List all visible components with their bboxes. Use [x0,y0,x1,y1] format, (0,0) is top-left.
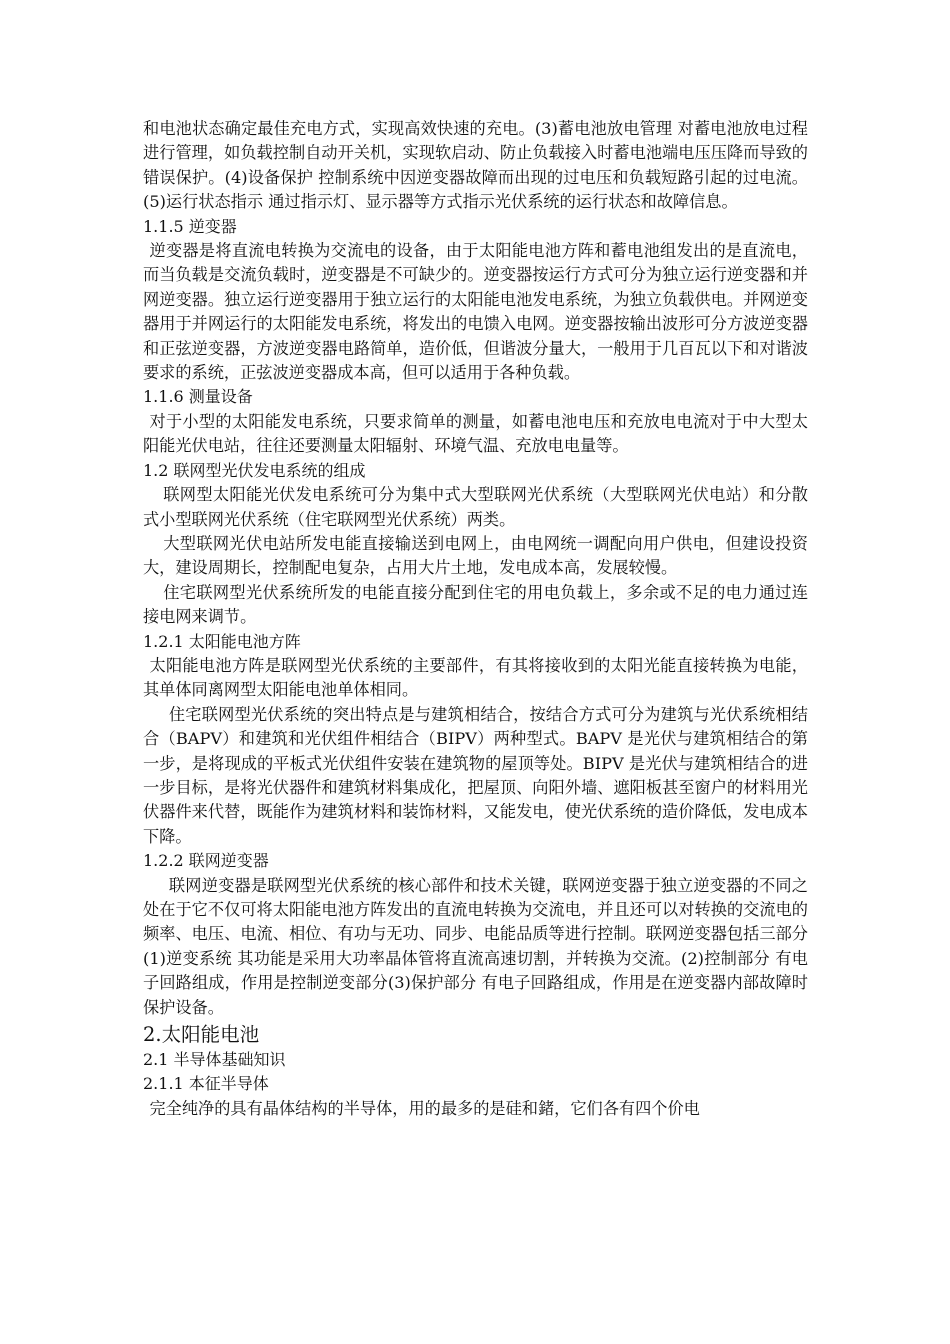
paragraph-intrinsic-semiconductor: 完全纯净的具有晶体结构的半导体，用的最多的是硅和鍺，它们各有四个价电 [149,1098,700,1118]
paragraph-charge-management: 和电池状态确定最佳充电方式，实现高效快速的充电。(3)蓄电池放电管理 对蓄电池放电过程进行管理，如负载控制自动开关机，实现软启动、防止负载接入时蓄电池端电压压降而导致的错误保护。(4)设备保护 控制系统中因逆变器故障而出现的过电压和负载短路引起的过电流。(5)运行状态指示 通过指示灯、显示器等方式指示光伏系统的运行状态和故障信息。 [143,119,808,212]
paragraph-solar-array: 太阳能电池方阵是联网型光伏系统的主要部件，有其将接收到的太阳光能直接转换为电能，其单体同离网型太阳能电池单体相同。 [143,655,808,700]
heading-1-2: 1.2 联网型光伏发电系统的组成 [143,460,366,480]
paragraph-residential-grid: 住宅联网型光伏系统所发的电能直接分配到住宅的用电负载上，多余或不足的电力通过连接电网来调节。 [143,582,808,627]
heading-2-1-1: 2.1.1 本征半导体 [143,1074,269,1094]
heading-1-1-6: 1.1.6 测量设备 [143,387,253,407]
heading-2: 2.太阳能电池 [143,1023,260,1047]
heading-1-2-2: 1.2.2 联网逆变器 [143,851,269,871]
paragraph-bapv-bipv: 住宅联网型光伏系统的突出特点是与建筑相结合，按结合方式可分为建筑与光伏系统相结合（BAPV）和建筑和光伏组件相结合（BIPV）两种型式。BAPV 是光伏与建筑相结合的第一步，是将现成的平板式光伏组件安装在建筑物的屋顶等处。BIPV 是光伏与建筑相结合的进一步目标，是将光伏器件和建筑材料集成化，把屋顶、向阳外墙、遮阳板甚至窗户的材料用光伏器件来代替，既能作为建筑材料和装饰材料，又能发电，使光伏系统的造价降低，发电成本下降。 [143,704,808,846]
paragraph-grid-system-types: 联网型太阳能光伏发电系统可分为集中式大型联网光伏系统（大型联网光伏电站）和分散式小型联网光伏系统（住宅联网型光伏系统）两类。 [143,485,808,529]
heading-1-1-5: 1.1.5 逆变器 [143,216,237,236]
heading-2-1: 2.1 半导体基础知识 [143,1050,286,1070]
paragraph-large-grid-station: 大型联网光伏电站所发电能直接输送到电网上，由电网统一调配向用户供电，但建设投资大，建设周期长，控制配电复杂，占用大片土地，发电成本高，发展较慢。 [143,533,808,578]
document-page [143,117,808,1121]
paragraph-measurement: 对于小型的太阳能发电系统，只要求简单的测量，如蓄电池电压和充放电电流对于中大型太阳能光伏电站，往往还要测量太阳辐射、环境气温、充放电电量等。 [143,411,808,456]
paragraph-inverter: 逆变器是将直流电转换为交流电的设备，由于太阳能电池方阵和蓄电池组发出的是直流电，而当负载是交流负载时，逆变器是不可缺少的。逆变器按运行方式可分为独立运行逆变器和并网逆变器。独立运行逆变器用于独立运行的太阳能电池发电系统，为独立负载供电。并网逆变器用于并网运行的太阳能发电系统，将发出的电馈入电网。逆变器按输出波形可分方波逆变器和正弦逆变器，方波逆变器电路简单，造价低，但谐波分量大，一般用于几百瓦以下和对谐波要求的系统，正弦波逆变器成本高，但可以适用于各种负载。 [143,241,808,383]
heading-1-2-1: 1.2.1 太阳能电池方阵 [143,631,301,651]
paragraph-grid-inverter: 联网逆变器是联网型光伏系统的核心部件和技术关键，联网逆变器于独立逆变器的不同之处在于它不仅可将太阳能电池方阵发出的直流电转换为交流电，并且还可以对转换的交流电的频率、电压、电流、相位、有功与无功、同步、电能品质等进行控制。联网逆变器包括三部分(1)逆变系统 其功能是采用大功率晶体管将直流高速切割，并转换为交流。(2)控制部分 有电子回路组成，作用是控制逆变部分(3)保护部分 有电子回路组成，作用是在逆变器内部故障时保护设备。 [143,875,808,1017]
